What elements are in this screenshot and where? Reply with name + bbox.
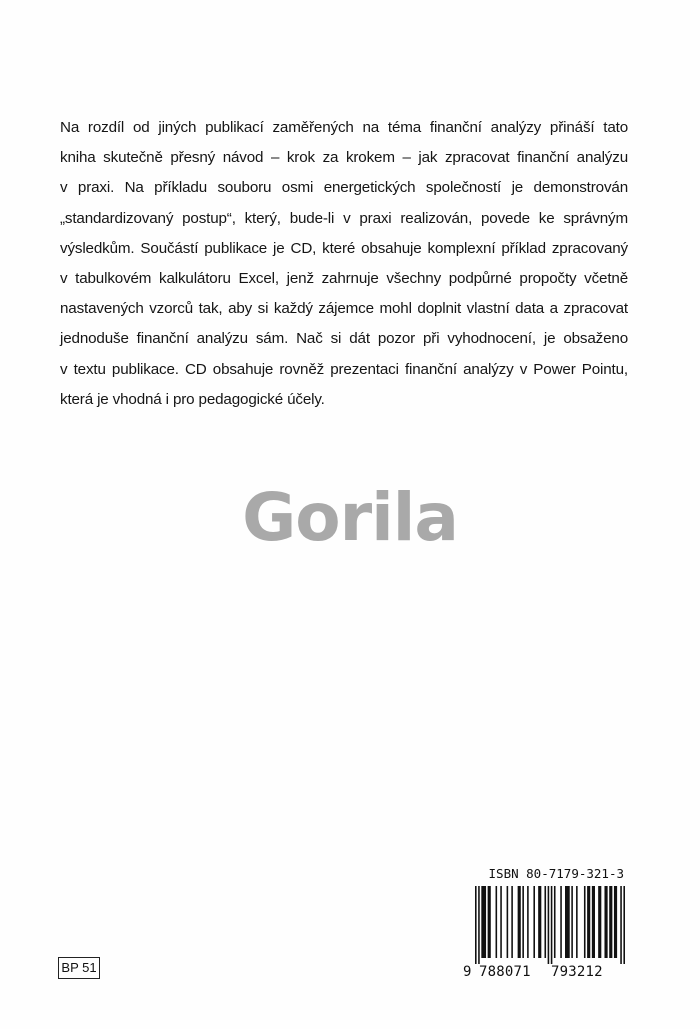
- barcode-bar-18: [560, 886, 562, 958]
- barcode-bar-7: [507, 886, 509, 958]
- barcode-bar-22: [584, 886, 586, 958]
- description-line-6: v tabulkovém kalkulátoru Excel, jenž zahrnuje všechny podpůrné propočty včetně: [60, 269, 628, 287]
- description-line-1: Na rozdíl od jiných publikací zaměřených na téma finanční analýzy přináší tato: [60, 119, 628, 136]
- barcode-bar-16: [551, 886, 553, 964]
- barcode-bar-4: [488, 886, 491, 958]
- isbn-number: ISBN 80-7179-321-3: [488, 866, 624, 881]
- barcode-bar-2: [478, 886, 480, 964]
- gorila-watermark: Gorila: [242, 479, 458, 556]
- barcode-bar-21: [576, 886, 578, 958]
- publisher-code-box: BP 51: [58, 957, 100, 979]
- barcode-left-digits: 788071: [479, 964, 531, 980]
- barcode-bar-30: [623, 886, 625, 964]
- barcode-bar-29: [620, 886, 622, 964]
- barcode-bar-19: [565, 886, 570, 958]
- barcode-bar-27: [609, 886, 612, 958]
- description-line-4: „standardizovaný postup“, který, bude-li v praxi realizován, povede ke správným: [60, 209, 628, 227]
- barcode-right-digits: 793212: [551, 964, 603, 980]
- barcode-bar-1: [475, 886, 477, 964]
- description-line-9: v textu publikace. CD obsahuje rovněž prezentaci finanční analýzy v Power Pointu,: [60, 360, 628, 378]
- description-line-7: nastavených vzorců tak, aby si každý zájemce mohl doplnit vlastní data a zpracovat: [60, 300, 628, 318]
- barcode-bar-9: [518, 886, 521, 958]
- description-line-3: v praxi. Na příkladu souboru osmi energetických společností je demonstrován: [60, 179, 628, 197]
- barcode-bar-14: [544, 886, 546, 958]
- description-line-10: která je vhodná i pro pedagogické účely.: [60, 390, 325, 408]
- ean-barcode: [475, 886, 625, 964]
- barcode-bar-3: [481, 886, 486, 958]
- barcode-digits: [463, 962, 633, 984]
- barcode-bar-25: [598, 886, 601, 958]
- barcode-bar-10: [522, 886, 524, 958]
- description-line-2: kniha skutečně přesný návod – krok za krokem – jak zpracovat finanční analýzu: [60, 149, 628, 167]
- barcode-bar-26: [604, 886, 607, 958]
- barcode-bar-28: [614, 886, 617, 958]
- barcode-bar-5: [496, 886, 498, 958]
- barcode-bar-11: [527, 886, 529, 958]
- barcode-bar-24: [592, 886, 595, 958]
- barcode-bar-15: [548, 886, 550, 964]
- barcode-first-digit: 9: [463, 964, 472, 980]
- barcode-bar-17: [554, 886, 556, 958]
- barcode-bar-20: [571, 886, 573, 958]
- description-line-8: jednoduše finanční analýzu sám. Nač si dát pozor při vyhodnocení, je obsaženo: [60, 330, 628, 348]
- barcode-bar-12: [533, 886, 535, 958]
- barcode-bar-6: [500, 886, 502, 958]
- description-line-5: výsledkům. Součástí publikace je CD, které obsahuje komplexní příklad zpracovaný: [60, 239, 628, 257]
- barcode-bar-23: [587, 886, 590, 958]
- description-text: [60, 113, 628, 415]
- barcode-bar-13: [538, 886, 541, 958]
- barcode-bar-8: [511, 886, 513, 958]
